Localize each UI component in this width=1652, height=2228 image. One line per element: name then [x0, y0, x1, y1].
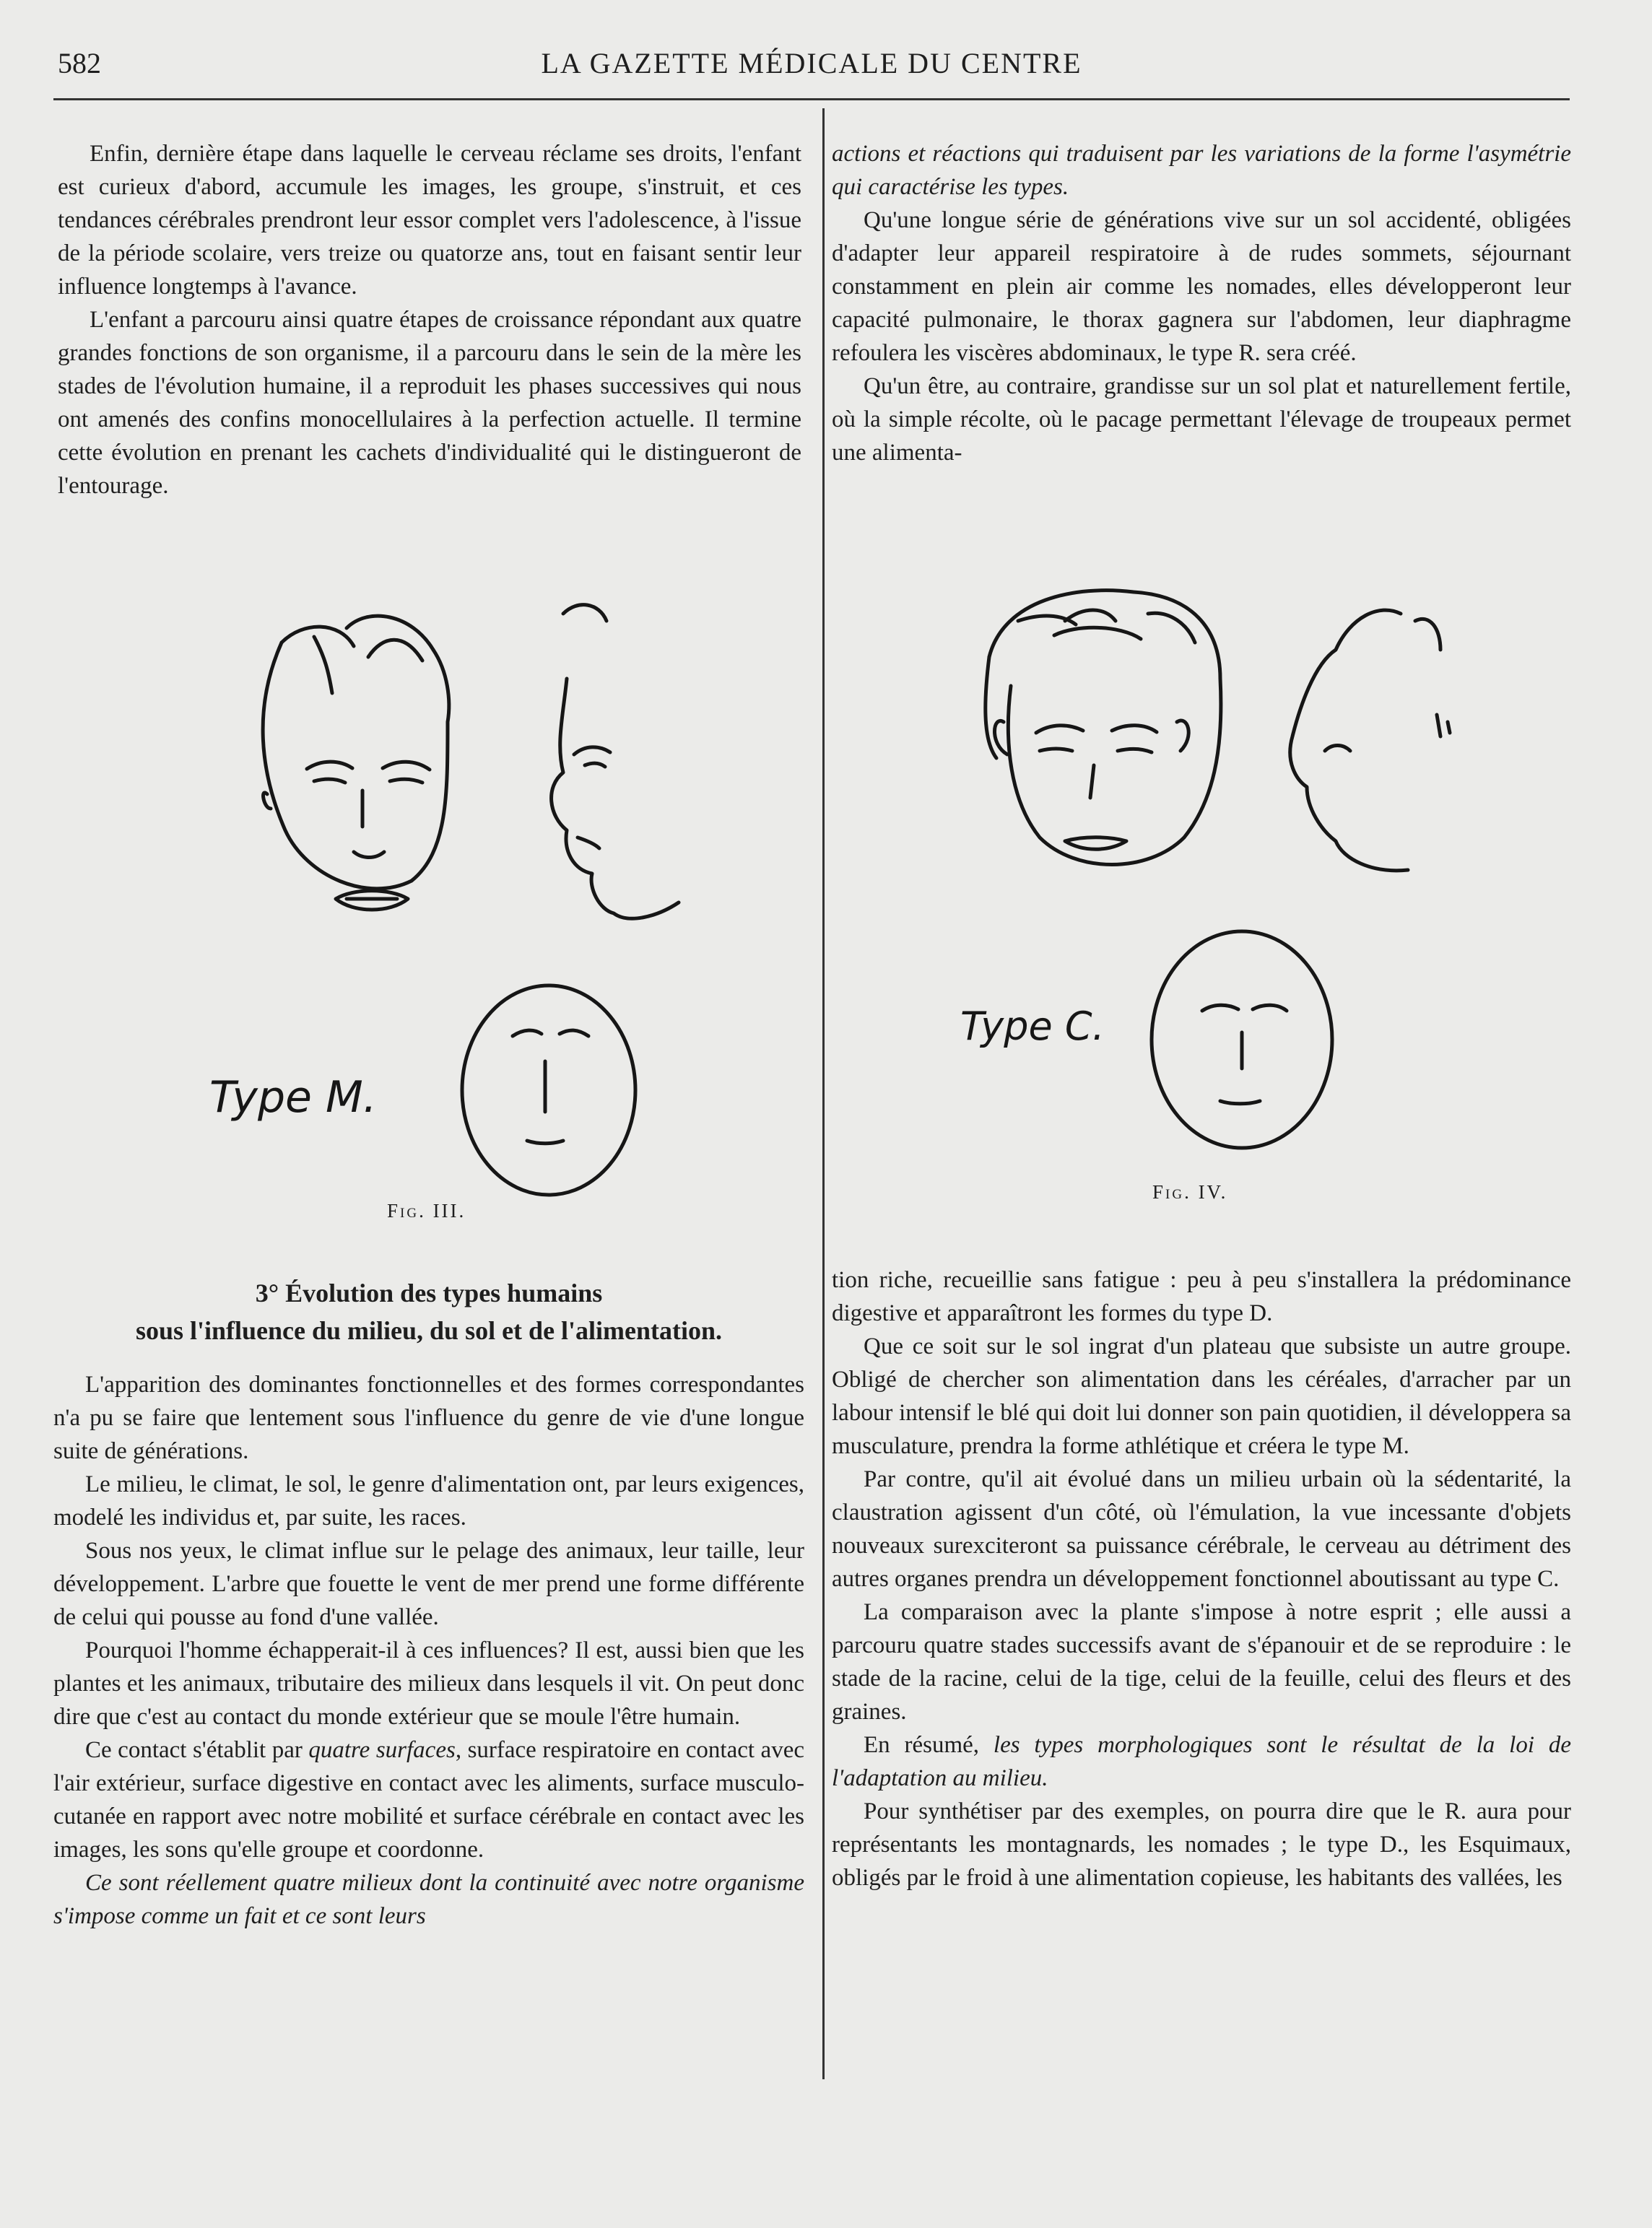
figure-type-m-drawing — [173, 592, 708, 1198]
paragraph: Enfin, dernière étape dans laquelle le cerveau réclame ses droits, l'enfant est curieux d'abord, accumule les images, les groupe, s'instruit, et ces tendances cérébrales prendront leur essor complet vers l'adolescence, à l'issue de la période scolaire, vers treize ou quatorze ans, tout en faisant sentir leur influence longtemps à l'avance. — [58, 141, 801, 300]
section-heading-line: sous l'influence du milieu, du sol et de l'alimentation. — [135, 1316, 723, 1345]
running-title: LA GAZETTE MÉDICALE DU CENTRE — [541, 47, 1082, 79]
paragraph: L'apparition des dominantes fonctionnelles et des formes correspondantes n'a pu se faire que lentement sous l'influence du genre de vie d'une longue suite de générations. — [53, 1372, 804, 1464]
page-header — [53, 42, 1570, 85]
paragraph: Pour synthétiser par des exemples, on pourra dire que le R. aura pour représentants les montagnards, les nomades ; le type D., les Esquimaux, obligés par le froid à une alimentation copieuse, les habitants des vallées, les — [832, 1798, 1571, 1891]
column-divider — [822, 108, 825, 2079]
right-column-top — [832, 137, 1571, 469]
paragraph: Qu'une longue série de générations vive sur un sol accidenté, obligées d'adapter leur appareil respiratoire à de rudes sommets, séjournant constamment en plein air comme les nomades, elles développeront leur capacité pulmonaire, le thorax gagnera sur l'abdomen, leur diaphragme refoulera les viscères abdominaux, le type R. sera créé. — [832, 207, 1571, 366]
paragraph: Que ce soit sur le sol ingrat d'un plateau que subsiste un autre groupe. Obligé de chercher son alimentation dans les céréales, d'arracher par un labour intensif le blé qui doit lui donner son pain quotidien, il développera sa musculature, prendra la forme athlétique et créera le type M. — [832, 1333, 1571, 1459]
section-heading — [53, 1274, 804, 1349]
left-column-bottom — [53, 1368, 804, 1933]
italic-continuation: actions et réactions qui traduisent par les variations de la forme l'asymétrie qui caractérise les types. — [832, 141, 1571, 200]
paragraph — [832, 1728, 1571, 1795]
paragraph: Le milieu, le climat, le sol, le genre d'alimentation ont, par leurs exigences, modelé les individus et, par suite, les races. — [53, 1471, 804, 1531]
figure-caption: Fig. IV. — [1152, 1181, 1228, 1203]
italic-paragraph: Ce sont réellement quatre milieux dont la continuité avec notre organisme s'impose comme un fait et ce sont leurs — [53, 1870, 804, 1929]
text-run: En résumé, — [864, 1732, 994, 1758]
paragraph: Sous nos yeux, le climat influe sur le pelage des animaux, leur taille, leur développement. L'arbre que fouette le vent de mer prend une forme différente de celui qui pousse au fond d'une vallée. — [53, 1538, 804, 1630]
figure-type-c-drawing — [931, 570, 1480, 1162]
paragraph: tion riche, recueillie sans fatigue : peu à peu s'installera la prédominance digestive et apparaîtront les formes du type D. — [832, 1267, 1571, 1326]
figure-caption: Fig. III. — [387, 1200, 466, 1222]
header-rule — [53, 98, 1570, 100]
paragraph: L'enfant a parcouru ainsi quatre étapes de croissance répondant aux quatre grandes fonctions de son organisme, il a parcouru dans le sein de la mère les stades de l'évolution humaine, il a reproduit les phases successives qui nous ont amenés des confins monocellulaires à la perfection actuelle. Il termine cette évolution en prenant les cachets d'individualité qui le distingueront de l'entourage. — [58, 307, 801, 499]
section-heading-line: 3° Évolution des types humains — [255, 1279, 603, 1307]
page-number: 582 — [58, 47, 101, 79]
italic-run: quatre surfaces — [308, 1737, 456, 1763]
paragraph: La comparaison avec la plante s'impose à notre esprit ; elle aussi a parcouru quatre stades successifs avant de s'épanouir et de se reproduire : le stade de la racine, celui de la tige, celui de la feuille, celui des fleurs et des graines. — [832, 1599, 1571, 1725]
text-run: Ce contact s'établit par — [85, 1737, 309, 1763]
left-column-top — [58, 137, 801, 502]
figure-label: Type C. — [960, 1004, 1105, 1049]
figure-label: Type M. — [209, 1072, 377, 1123]
text-run: , surface respiratoire en contact avec l'air extérieur, surface digestive en contact avec les aliments, surface musculo-cutanée en rapport avec notre mobilité et surface cérébrale en contact avec les images, les sons qu'elle groupe et coordonne. — [53, 1737, 804, 1863]
right-column-bottom — [832, 1263, 1571, 1894]
italic-run: les types morphologiques sont le résultat de la loi de l'adaptation au milieu. — [832, 1732, 1571, 1791]
paragraph: Par contre, qu'il ait évolué dans un milieu urbain où la sédentarité, la claustration agissent d'un côté, où l'émulation, la vue incessante d'objets nouveaux surexciteront sa puissance cérébrale, le cerveau au détriment des autres organes prendra un développement fonctionnel aboutissant au type C. — [832, 1466, 1571, 1592]
paragraph: Pourquoi l'homme échapperait-il à ces influences? Il est, aussi bien que les plantes et les animaux, tributaire des milieux dans lesquels il vit. On peut donc dire que c'est au contact du monde extérieur que se moule l'être humain. — [53, 1637, 804, 1730]
paragraph — [53, 1733, 804, 1866]
paragraph: Qu'un être, au contraire, grandisse sur un sol plat et naturellement fertile, où la simple récolte, où le pacage permettant l'élevage de troupeaux permet une alimenta- — [832, 373, 1571, 466]
